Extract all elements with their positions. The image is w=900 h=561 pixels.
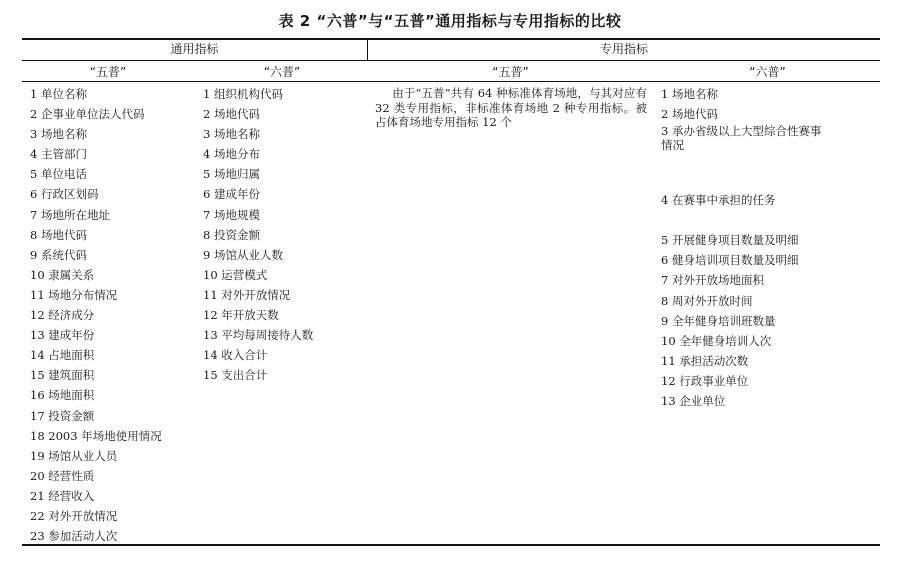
bottom-rule <box>22 544 880 546</box>
list-item: 10 隶属关系 <box>30 267 95 282</box>
list-item: 14 占地面积 <box>30 348 95 363</box>
list-item: 12 年开放天数 <box>203 308 279 323</box>
list-item: 2 场地代码 <box>203 107 260 122</box>
list-item: 9 场馆从业人数 <box>203 247 283 262</box>
list-item: 17 投资金额 <box>30 408 95 423</box>
list-item: 20 经营性质 <box>30 468 95 483</box>
list-item: 9 系统代码 <box>30 247 87 262</box>
list-item: 12 行政事业单位 <box>661 373 749 388</box>
subheader-general-wupu: “五普” <box>89 65 127 79</box>
list-item: 4 在赛事中承担的任务 <box>661 193 776 208</box>
subheader-special-liupu: “六普” <box>749 65 786 79</box>
list-item: 4 主管部门 <box>30 147 87 162</box>
list-item: 6 建成年份 <box>203 187 260 202</box>
list-item: 10 全年健身培训人次 <box>661 333 772 348</box>
header-divider <box>367 38 368 61</box>
list-item: 3 承办省级以上大型综合性赛事情况 <box>661 124 822 153</box>
list-item: 11 对外开放情况 <box>203 287 291 302</box>
list-item: 8 周对外开放时间 <box>661 293 753 308</box>
list-item: 4 场地分布 <box>203 147 260 162</box>
list-item: 10 运营模式 <box>203 267 268 282</box>
header-general: 通用指标 <box>170 42 219 56</box>
list-item: 2 企事业单位法人代码 <box>30 107 145 122</box>
list-item: 6 行政区划码 <box>30 187 99 202</box>
list-item: 2 场地代码 <box>661 107 718 122</box>
list-item: 3 场地名称 <box>30 127 87 142</box>
list-item: 21 经营收入 <box>30 488 95 503</box>
list-item: 1 场地名称 <box>661 87 718 101</box>
subheader-rule <box>22 81 880 82</box>
list-item: 12 经济成分 <box>30 308 95 323</box>
list-item: 16 场地面积 <box>30 388 95 403</box>
rule-under-special <box>368 60 880 61</box>
list-item: 13 平均每周接待人数 <box>203 328 314 343</box>
list-item: 7 场地规模 <box>203 207 260 222</box>
list-item: 15 支出合计 <box>203 368 268 383</box>
list-item: 11 场地分布情况 <box>30 287 118 302</box>
list-item: 11 承担活动次数 <box>661 353 749 368</box>
list-item: 14 收入合计 <box>203 348 268 363</box>
special-liupu-list <box>661 84 841 411</box>
list-item: 1 单位名称 <box>30 87 87 101</box>
list-item: 13 建成年份 <box>30 328 95 343</box>
list-item: 8 场地代码 <box>30 227 87 242</box>
list-item: 7 场地所在地址 <box>30 207 110 222</box>
list-item: 22 对外开放情况 <box>30 508 118 523</box>
list-item: 5 开展健身项目数量及明细 <box>661 233 799 248</box>
general-wupu-list <box>30 84 195 546</box>
list-item: 13 企业单位 <box>661 394 726 409</box>
list-item: 23 参加活动人次 <box>30 529 118 544</box>
list-item: 6 健身培训项目数量及明细 <box>661 253 799 268</box>
subheader-general-liupu: “六普” <box>263 65 301 79</box>
list-item: 19 场馆从业人员 <box>30 448 118 463</box>
list-item: 8 投资金额 <box>203 227 260 242</box>
list-item: 7 对外开放场地面积 <box>661 273 764 288</box>
rule-under-general <box>22 60 367 61</box>
list-item: 5 单位电话 <box>30 167 87 182</box>
special-wupu-note: 由于“五普”共有 64 种标准体育场地，与其对应有 32 类专用指标，非标准体育场地 2 种专用指标。被占体育场地专用指标 12 个 <box>375 86 647 129</box>
list-item: 18 2003 年场地使用情况 <box>30 428 162 443</box>
list-item: 15 建筑面积 <box>30 368 95 383</box>
list-item: 9 全年健身培训班数量 <box>661 313 776 328</box>
table-title: 表 2 “六普”与“五普”通用指标与专用指标的比较 <box>278 12 622 30</box>
header-special: 专用指标 <box>599 42 648 56</box>
list-item: 3 场地名称 <box>203 127 260 142</box>
list-item: 5 场地归属 <box>203 167 260 182</box>
list-item: 1 组织机构代码 <box>203 87 283 101</box>
subheader-special-wupu: “五普” <box>492 65 529 79</box>
general-liupu-list <box>203 84 368 385</box>
